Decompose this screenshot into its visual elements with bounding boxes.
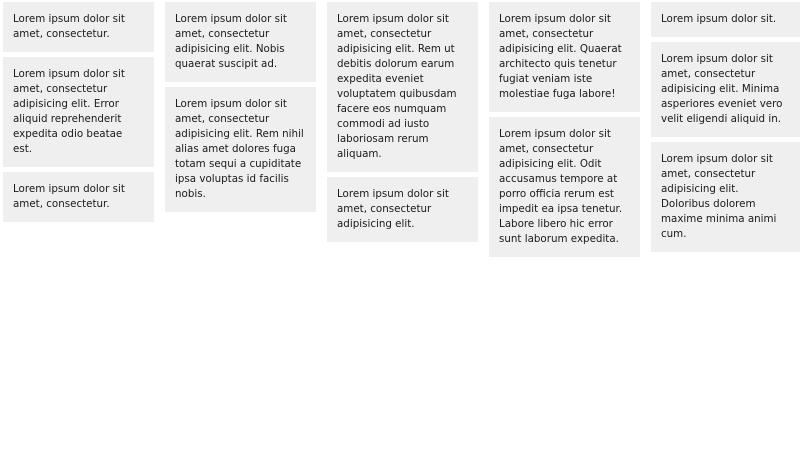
text-card: Lorem ipsum dolor sit amet, consectetur adipisicing elit. Odit accusamus tempore at porro officia rerum est impedit ea ipsa tenetur. Labore libero hic error sunt laborum expedita. bbox=[489, 117, 640, 257]
text-card: Lorem ipsum dolor sit amet, consectetur adipisicing elit. Minima asperiores eveniet vero velit eligendi aliquid in. bbox=[651, 42, 800, 137]
text-card: Lorem ipsum dolor sit amet, consectetur adipisicing elit. bbox=[327, 177, 478, 242]
text-card: Lorem ipsum dolor sit amet, consectetur. bbox=[3, 172, 154, 222]
masonry-column bbox=[327, 2, 478, 247]
text-card: Lorem ipsum dolor sit amet, consectetur adipisicing elit. Error aliquid reprehenderit expedita odio beatae est. bbox=[3, 57, 154, 167]
text-card: Lorem ipsum dolor sit amet, consectetur adipisicing elit. Nobis quaerat suscipit ad. bbox=[165, 2, 316, 82]
text-card: Lorem ipsum dolor sit amet, consectetur adipisicing elit. Doloribus dolorem maxime minima animi cum. bbox=[651, 142, 800, 252]
masonry-column bbox=[165, 2, 316, 217]
text-card: Lorem ipsum dolor sit amet, consectetur. bbox=[3, 2, 154, 52]
masonry-column bbox=[651, 2, 800, 257]
masonry-column bbox=[489, 2, 640, 262]
masonry-column bbox=[3, 2, 154, 227]
text-card: Lorem ipsum dolor sit amet, consectetur adipisicing elit. Rem ut debitis dolorum earum expedita eveniet voluptatem quibusdam facere eos numquam commodi ad iusto laboriosam rerum aliquam. bbox=[327, 2, 478, 172]
text-card: Lorem ipsum dolor sit. bbox=[651, 2, 800, 37]
text-card: Lorem ipsum dolor sit amet, consectetur adipisicing elit. Quaerat architecto quis tenetur fugiat veniam iste molestiae fuga labore! bbox=[489, 2, 640, 112]
text-card: Lorem ipsum dolor sit amet, consectetur adipisicing elit. Rem nihil alias amet dolores fuga totam sequi a cupiditate ipsa voluptas id facilis nobis. bbox=[165, 87, 316, 212]
